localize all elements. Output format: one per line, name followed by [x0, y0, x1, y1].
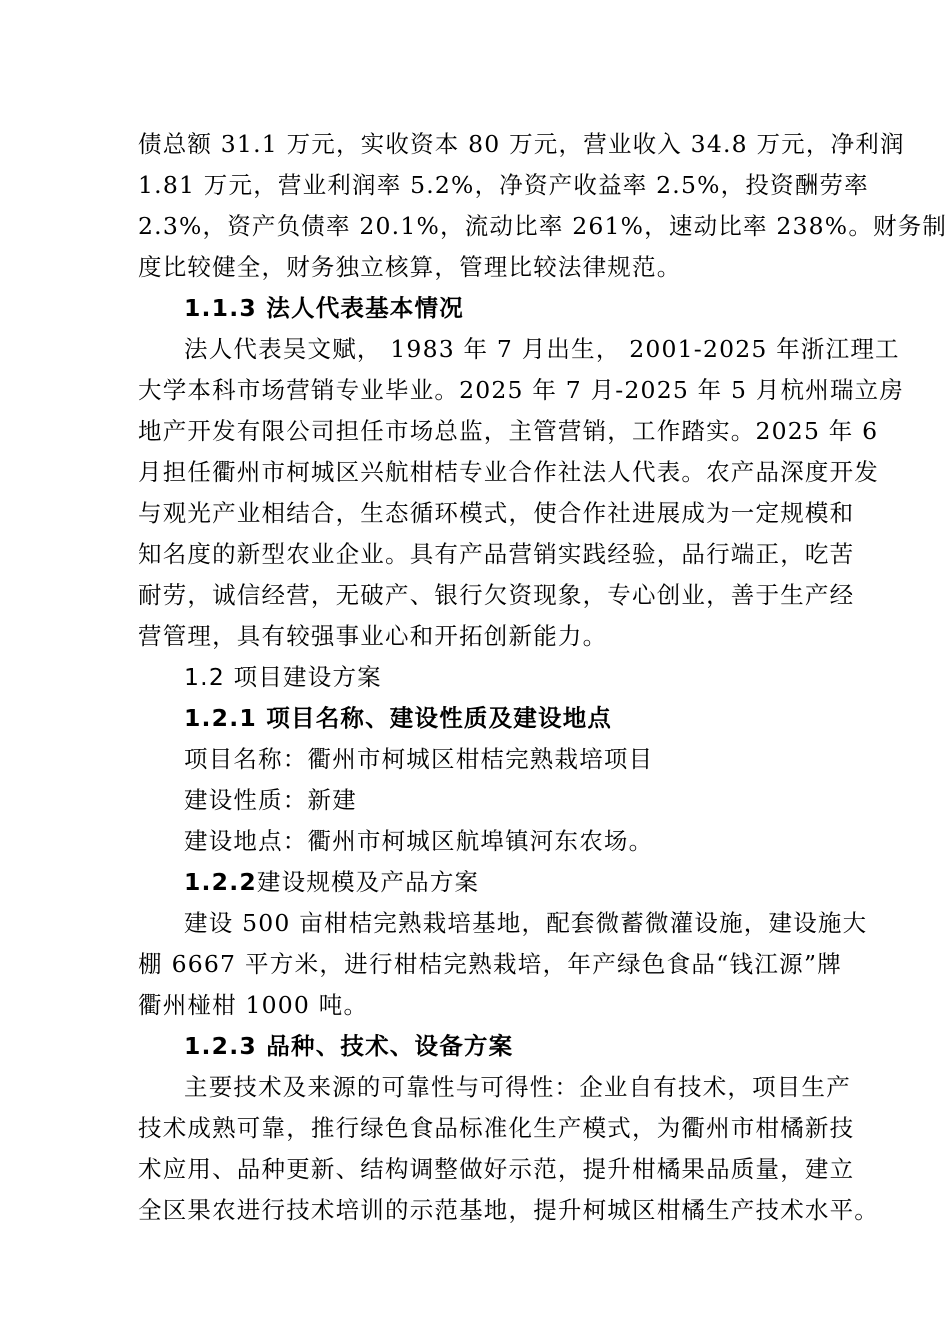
section-heading-text: 建设规模及产品方案 — [256, 868, 480, 896]
paragraph-line: 大学本科市场营销专业毕业。2025 年 7 月-2025 年 5 月杭州瑞立房 — [138, 376, 905, 404]
paragraph-line: 耐劳，诚信经营，无破产、银行欠资现象，专心创业，善于生产经 — [138, 581, 855, 609]
section-heading-1-1-3: 1.1.3 法人代表基本情况 — [184, 294, 464, 322]
paragraph-line: 主要技术及来源的可靠性与可得性：企业自有技术，项目生产 — [184, 1073, 851, 1101]
paragraph-line: 全区果农进行技术培训的示范基地，提升柯城区柑橘生产技术水平。 — [138, 1196, 879, 1224]
paragraph-line: 棚 6667 平方米，进行柑桔完熟栽培，年产绿色食品“钱江源”牌 — [138, 950, 842, 978]
project-nature-line: 建设性质：新建 — [184, 786, 357, 814]
paragraph-line: 技术成熟可靠，推行绿色食品标准化生产模式，为衢州市柑橘新技 — [138, 1114, 855, 1142]
paragraph-line: 建设 500 亩柑桔完熟栽培基地，配套微蓄微灌设施，建设施大 — [184, 909, 868, 937]
paragraph-line: 地产开发有限公司担任市场总监，主管营销，工作踏实。2025 年 6 — [138, 417, 879, 445]
section-heading-1-2-3: 1.2.3 品种、技术、设备方案 — [184, 1032, 514, 1060]
project-name-line: 项目名称：衢州市柯城区柑桔完熟栽培项目 — [184, 745, 654, 773]
paragraph-line: 衢州椪柑 1000 吨。 — [138, 991, 369, 1019]
paragraph-line: 知名度的新型农业企业。具有产品营销实践经验，品行端正，吃苦 — [138, 540, 855, 568]
paragraph-line: 月担任衢州市柯城区兴航柑桔专业合作社法人代表。农产品深度开发 — [138, 458, 879, 486]
section-heading-1-2-2 — [138, 862, 842, 903]
paragraph-line: 度比较健全，财务独立核算，管理比较法律规范。 — [138, 253, 682, 281]
paragraph-line: 术应用、品种更新、结构调整做好示范，提升柑橘果品质量，建立 — [138, 1155, 855, 1183]
section-heading-1-2: 1.2 项目建设方案 — [184, 663, 382, 691]
document-body — [138, 124, 948, 1231]
section-heading-1-2-1: 1.2.1 项目名称、建设性质及建设地点 — [184, 704, 613, 732]
paragraph-line: 1.81 万元，营业利润率 5.2%，净资产收益率 2.5%，投资酬劳率 — [138, 171, 869, 199]
paragraph-line: 2.3%，资产负债率 20.1%，流动比率 261%，速动比率 238%。财务制 — [138, 212, 948, 240]
paragraph-line: 法人代表吴文赋， 1983 年 7 月出生， 2001-2025 年浙江理工 — [184, 335, 900, 363]
paragraph-line: 营管理，具有较强事业心和开拓创新能力。 — [138, 622, 608, 650]
section-heading-number: 1.2.2 — [184, 868, 257, 896]
project-location-line: 建设地点：衢州市柯城区航埠镇河东农场。 — [184, 827, 654, 855]
paragraph-line: 与观光产业相结合，生态循环模式，使合作社进展成为一定规模和 — [138, 499, 855, 527]
paragraph-line: 债总额 31.1 万元，实收资本 80 万元，营业收入 34.8 万元，净利润 — [138, 130, 905, 158]
